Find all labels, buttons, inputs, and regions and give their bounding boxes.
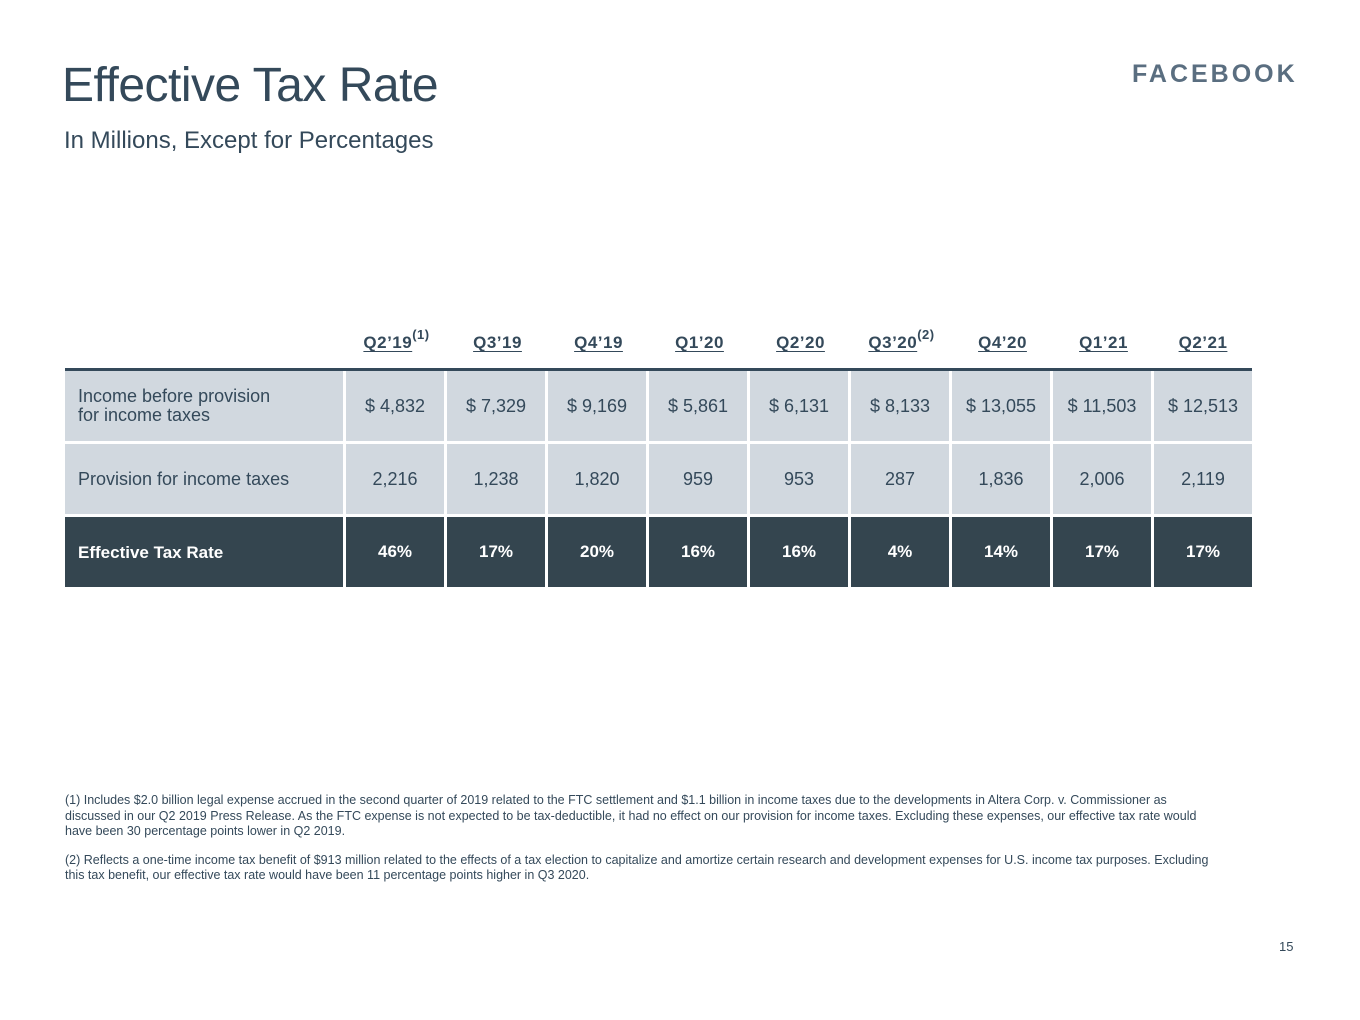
table-row-income-before-provision — [65, 371, 1252, 444]
table-cell: 1,836 — [952, 444, 1053, 517]
table-cell: $ 11,503 — [1053, 371, 1154, 444]
column-header: Q1’21 — [1079, 333, 1128, 352]
table-cell: 2,006 — [1053, 444, 1154, 517]
table-cell: $ 13,055 — [952, 371, 1053, 444]
footnotes — [65, 793, 1225, 897]
table-cell: 46% — [346, 517, 447, 587]
column-header: Q3’19 — [473, 333, 522, 352]
table-cell: $ 9,169 — [548, 371, 649, 444]
table-cell: 2,216 — [346, 444, 447, 517]
row-label: Provision for income taxes — [65, 444, 346, 517]
table-row-provision-for-income-taxes — [65, 444, 1252, 517]
table-cell: 4% — [851, 517, 952, 587]
column-header: Q2’20 — [776, 333, 825, 352]
column-header: Q2’21 — [1178, 333, 1228, 352]
table-cell: 287 — [851, 444, 952, 517]
table-cell: 2,119 — [1154, 444, 1252, 517]
table-cell: 1,238 — [447, 444, 548, 517]
page-number: 15 — [1279, 939, 1294, 954]
table-cell: $ 5,861 — [649, 371, 750, 444]
table-cell: 17% — [447, 517, 548, 587]
column-header: Q2’19$^{(1)}$ — [363, 327, 430, 352]
page-subtitle: In Millions, Except for Percentages — [64, 127, 434, 154]
footnote-ref: (2) — [917, 327, 935, 343]
row-label: Effective Tax Rate — [65, 517, 346, 587]
column-header: Q1’20 — [675, 333, 724, 352]
facebook-logo: FACEBOOK — [1132, 60, 1298, 88]
table-cell: 20% — [548, 517, 649, 587]
table-cell: 16% — [649, 517, 750, 587]
table-cell: 14% — [952, 517, 1053, 587]
table-cell: 1,820 — [548, 444, 649, 517]
page-title: Effective Tax Rate — [62, 59, 439, 112]
tax-rate-table — [65, 318, 1252, 587]
header-empty-cell — [65, 318, 346, 368]
footnote-1: (1) Includes $2.0 billion legal expense accrued in the second quarter of 2019 related to the FTC settlement and $1.1 billion in income taxes due to the developments in Altera Corp. v. Commissioner as discussed in our Q2 2019 Press Release. As the FTC expense is not expected to be tax-deductible, it had no effect on our provision for income taxes. Excluding these expenses, our effective tax rate would have been 30 percentage points lower in Q2 2019. — [65, 793, 1197, 838]
row-label: Income before provision for income taxes — [65, 371, 346, 444]
column-header: Q4’19 — [574, 333, 623, 352]
tax-rate-table-container — [65, 318, 1252, 587]
table-row-effective-tax-rate — [65, 517, 1252, 587]
table-cell: 959 — [649, 444, 750, 517]
table-cell: 17% — [1053, 517, 1154, 587]
table-cell: 16% — [750, 517, 851, 587]
table-cell: $ 4,832 — [346, 371, 447, 444]
table-cell: $ 6,131 — [750, 371, 851, 444]
column-header: Q4’20 — [978, 333, 1027, 352]
column-header: Q3’20$^{(2)}$ — [868, 327, 935, 352]
table-cell: $ 7,329 — [447, 371, 548, 444]
footnote-2: (2) Reflects a one-time income tax benefit of $913 million related to the effects of a tax election to capitalize and amortize certain research and development expenses for U.S. income tax purposes. Excluding this tax benefit, our effective tax rate would have been 11 percentage points higher in Q3 2020. — [65, 852, 1209, 882]
table-cell: 17% — [1154, 517, 1252, 587]
footnote-ref: (1) — [412, 327, 430, 343]
table-cell: $ 12,513 — [1154, 371, 1252, 444]
table-cell: $ 8,133 — [851, 371, 952, 444]
table-header-row — [65, 318, 1252, 368]
table-cell: 953 — [750, 444, 851, 517]
